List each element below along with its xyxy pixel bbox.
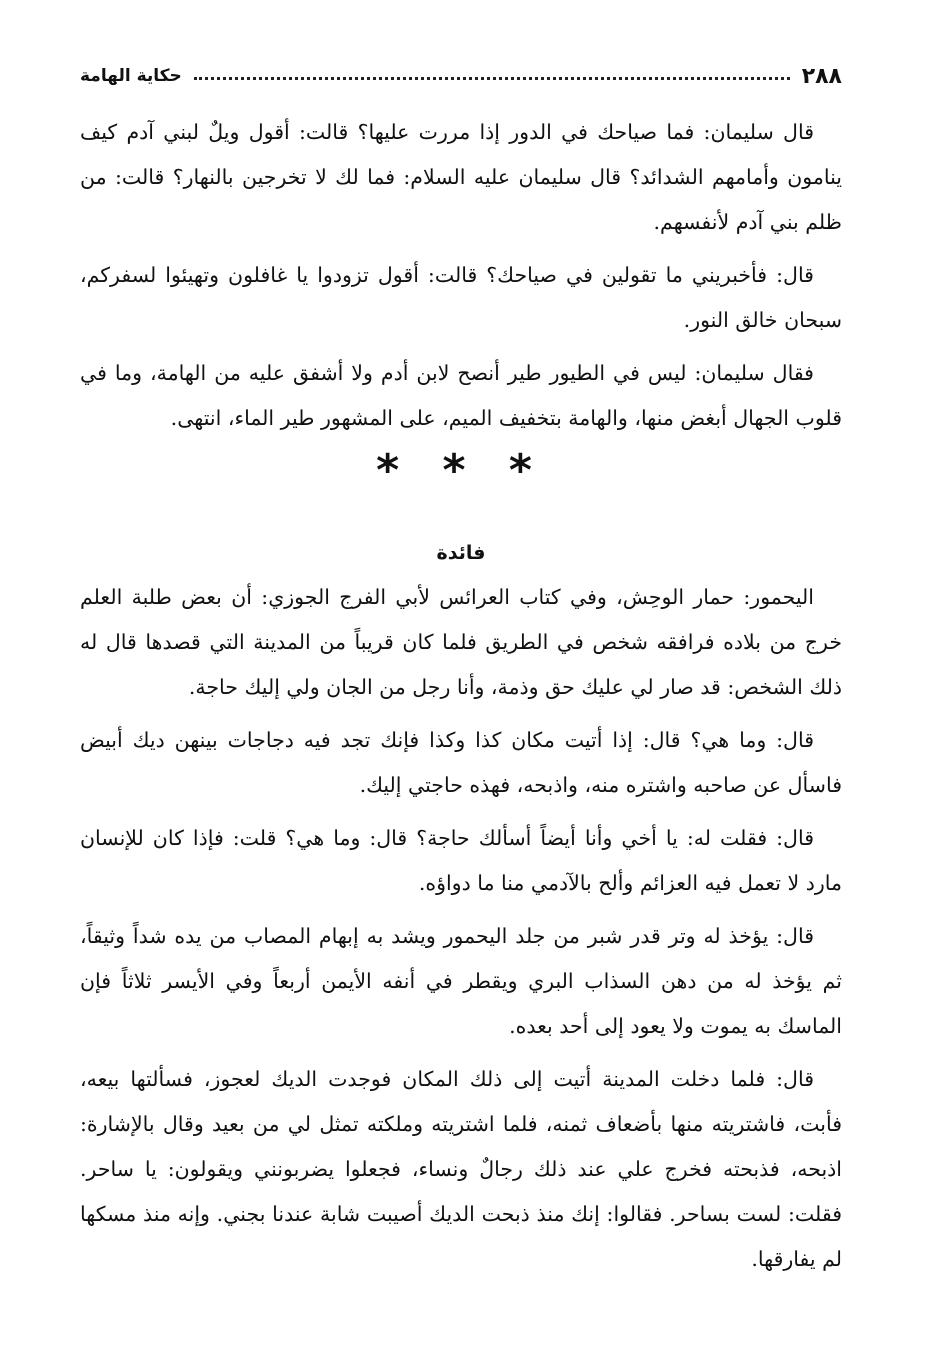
paragraph: قال سليمان: فما صياحك في الدور إذا مررت عليها؟ قالت: أقول ويلٌ لبني آدم كيف ينامون وأمامهم الشدائد؟ قال سليمان عليه السلام: فما لك لا تخرجين بالنهار؟ قالت: من ظلم بني آدم لأنفسهم.	[80, 120, 842, 234]
section-hama-dialogue	[80, 110, 842, 441]
section-faida	[80, 537, 842, 1282]
header-dotted-leader	[194, 67, 790, 80]
paragraph: قال: فأخبريني ما تقولين في صياحك؟ قالت: أقول تزودوا يا غافلون وتهيئوا لسفركم، سبحان خالق النور.	[80, 263, 842, 332]
paragraph: قال: فقلت له: يا أخي وأنا أيضاً أسألك حاجة؟ قال: وما هي؟ قلت: فإذا كان للإنسان مارد لا تعمل فيه العزائم وألح بالآدمي منا ما دواؤه.	[80, 826, 842, 895]
paragraph: اليحمور: حمار الوحِش، وفي كتاب العرائس لأبي الفرج الجوزي: أن بعض طلبة العلم خرج من بلاده فرافقه شخص في الطريق فلما كان قريباً من المدينة التي قصدها قال له ذلك الشخص: قد صار لي عليك حق وذمة، وأنا رجل من الجان ولي إليك حاجة.	[80, 585, 842, 699]
running-header	[80, 56, 842, 96]
asterism-separator: * * *	[376, 445, 546, 496]
paragraph: فقال سليمان: ليس في الطيور طير أنصح لابن أدم ولا أشفق عليه من الهامة، وما في قلوب الجهال أبغض منها، والهامة بتخفيف الميم، على المشهور طير الماء، انتهى.	[80, 361, 842, 430]
page-number: ٢٨٨	[801, 63, 842, 89]
paragraph: قال: فلما دخلت المدينة أتيت إلى ذلك المكان فوجدت الديك لعجوز، فسألتها بيعه، فأبت، فاشتريته منها بأضعاف ثمنه، فلما اشتريته وملكته تمثل لي من بعيد وقال بالإشارة: اذبحه، فذبحته فخرج علي عند ذلك رجالٌ ونساء، فجعلوا يضربونني ويقولون: يا ساحر. فقلت: لست بساحر. فقالوا: إنك منذ ذبحت الديك أصيبت شابة عندنا بجني. وإنه منذ مسكها لم يفارقها.	[80, 1067, 842, 1271]
chapter-title: حكاية الهامة	[80, 66, 182, 86]
section-heading: فائدة	[436, 542, 486, 564]
paragraph: قال: يؤخذ له وتر قدر شبر من جلد اليحمور ويشد به إبهام المصاب من يده شداً وثيقاً، ثم يؤخذ له من دهن السذاب البري ويقطر في أنفه الأيمن أربعاً وفي الأيسر ثلاثاً فإن الماسك به يموت ولا يعود إلى أحد بعده.	[80, 924, 842, 1038]
paragraph: قال: وما هي؟ قال: إذا أتيت مكان كذا وكذا فإنك تجد فيه دجاجات بينهن ديك أبيض فاسأل عن صاحبه واشتره منه، واذبحه، فهذه حاجتي إليك.	[80, 728, 842, 797]
book-page	[80, 56, 842, 1290]
